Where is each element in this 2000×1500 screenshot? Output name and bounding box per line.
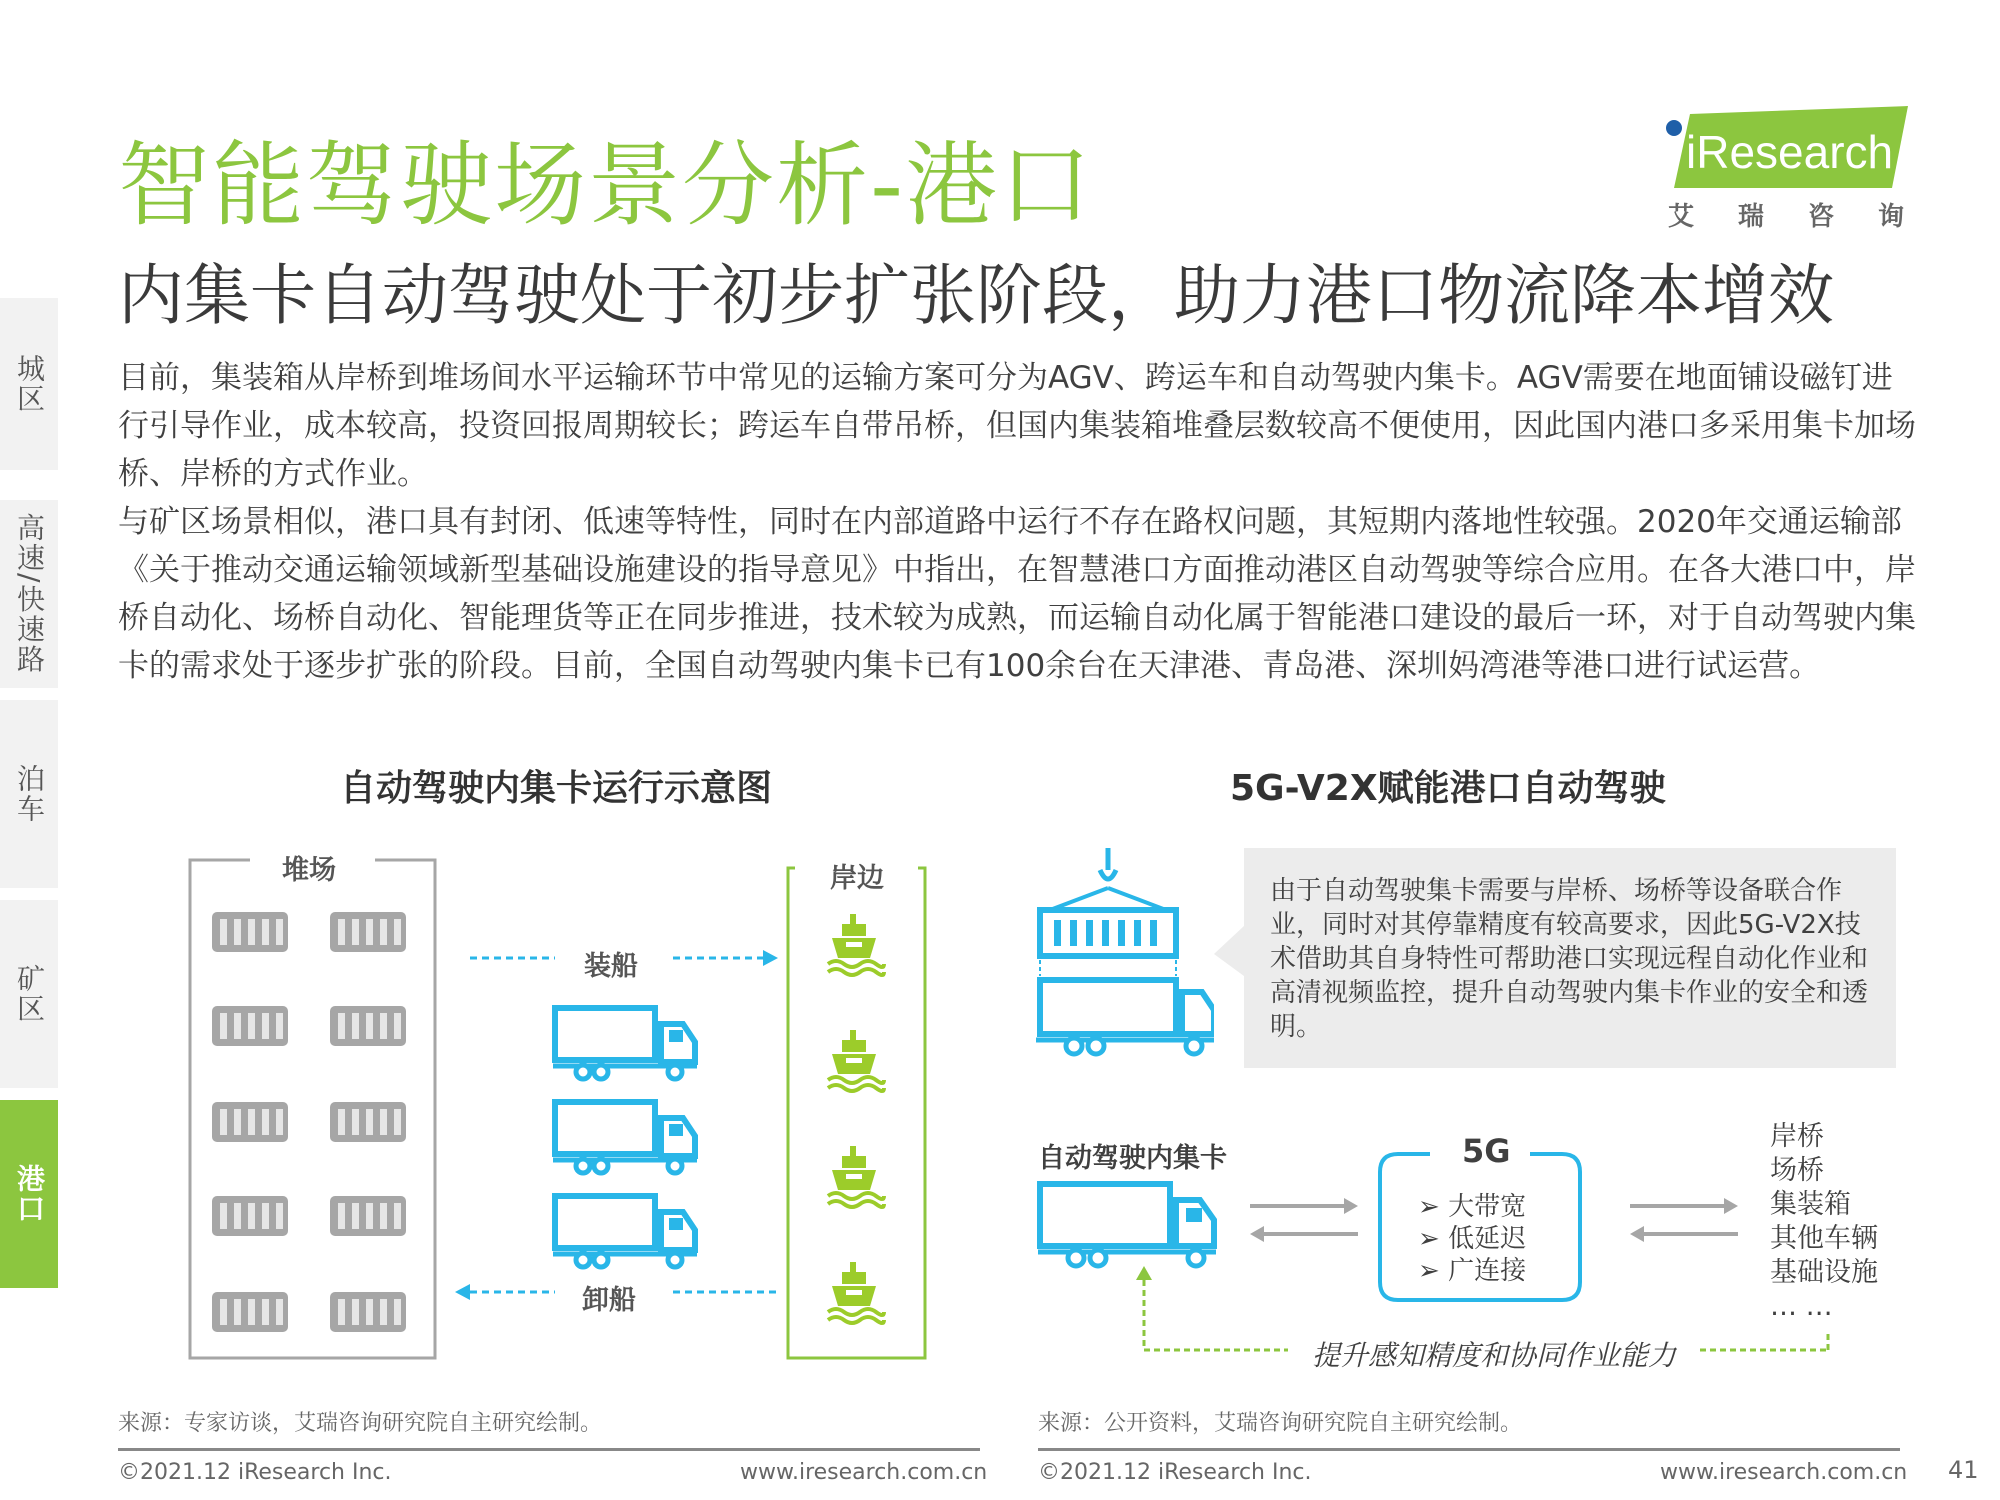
side-tab-label: 矿区 [13,964,46,1024]
target-item: 集装箱 [1770,1189,1851,1220]
footer-url-left[interactable]: www.iresearch.com.cn [740,1460,988,1485]
footer-divider-left [118,1448,980,1451]
truck-label: 自动驾驶内集卡 [1038,1143,1227,1174]
target-item: 岸桥 [1770,1121,1824,1152]
paragraph-1: 目前，集装箱从岸桥到堆场间水平运输环节中常见的运输方案可分为AGV、跨运车和自动驾驶内集卡。AGV需要在地面铺设磁钉进行引导作业，成本较高，投资回报周期较长；跨运车自带吊桥，但国内集装箱堆叠层数较高不便使用，因此国内港口多采用集卡加场桥、岸桥的方式作业。 [118,360,1916,492]
side-tab-mining[interactable] [0,900,58,1088]
5g-feature: ➢ 大带宽 [1418,1192,1527,1222]
page-subtitle: 内集卡自动驾驶处于初步扩张阶段，助力港口物流降本增效 [118,257,1834,334]
crane-container-truck-illustration [1034,848,1214,1058]
page-number: 41 [1948,1456,1979,1484]
side-tab-label: 港口 [13,1164,46,1224]
side-tab-port[interactable] [0,1100,58,1288]
ship-icon [828,1030,884,1091]
yard-label: 堆场 [282,855,336,886]
footer-divider-right [1038,1448,1900,1451]
yard-container [212,1006,288,1046]
5g-feature-text: 广连接 [1448,1256,1527,1286]
5g-label: 5G [1462,1132,1511,1170]
yard-container [330,1292,406,1332]
unload-label: 卸船 [582,1285,636,1316]
right-source: 来源：公开资料，艾瑞咨询研究院自主研究绘制。 [1038,1411,1523,1436]
right-diagram-title: 5G-V2X赋能港口自动驾驶 [1230,768,1666,809]
side-tab-city[interactable] [0,298,58,470]
5g-feature-text: 低延迟 [1448,1224,1527,1254]
truck-operation-diagram [180,840,940,1370]
yard-container [330,1196,406,1236]
5g-feature: ➢ 低延迟 [1418,1224,1527,1254]
yard-container [212,1196,288,1236]
target-item: 基础设施 [1770,1257,1878,1288]
logo-chinese: 艾瑞咨询 [1668,202,1949,232]
iresearch-logo [1660,106,1910,188]
two-way-arrows-left [1244,1190,1364,1250]
ship-icon [828,914,884,975]
callout-text: 由于自动驾驶集卡需要与岸桥、场桥等设备联合作业，同时对其停靠精度有较高要求，因此5G-V2X技术借助其自身特性可帮助港口实现远程自动化作业和高清视频监控，提升自动驾驶内集卡作业的安全和透明。 [1270,876,1869,1042]
yard-container [212,912,288,952]
left-diagram-title: 自动驾驶内集卡运行示意图 [340,768,773,809]
page-title: 智能驾驶场景分析-港口 [118,132,1094,239]
yard-container [212,1292,288,1332]
footer-copyright-left: ©2021.12 iResearch Inc. [118,1460,392,1485]
paragraph-2: 与矿区场景相似，港口具有封闭、低速等特性，同时在内部道路中运行不存在路权问题，其短期内落地性较强。2020年交通运输部《关于推动交通运输领域新型基础设施建设的指导意见》中指出，在智慧港口方面推动港区自动驾驶等综合应用。在各大港口中，岸桥自动化、场桥自动化、智能理货等正在同步推进，技术较为成熟，而运输自动化属于智能港口建设的最后一环，对于自动驾驶内集卡的需求处于逐步扩张的阶段。目前，全国自动驾驶内集卡已有100余台在天津港、青岛港、深圳妈湾港等港口进行试运营。 [118,504,1916,684]
callout-pointer [1214,926,1248,976]
autonomous-truck-icon [1036,1180,1226,1270]
target-item: 场桥 [1770,1155,1824,1186]
truck-icon [553,1008,697,1079]
truck-icon [553,1196,697,1267]
side-tab-label: 泊车 [13,764,46,824]
bottom-loop-label: 提升感知精度和协同作业能力 [1312,1339,1677,1372]
two-way-arrows-right [1624,1190,1744,1250]
ship-icon [828,1262,884,1323]
target-item: … … [1770,1291,1833,1322]
side-tab-label: 城区 [13,354,46,414]
load-label: 装船 [584,951,638,982]
shore-label: 岸边 [830,863,884,894]
logo-text: iResearch [1686,126,1894,178]
side-tab-label: 高速/快速路 [13,513,46,675]
side-tab-highway[interactable] [0,500,58,688]
side-tab-parking[interactable] [0,700,58,888]
truck-icon [553,1102,697,1173]
5g-feature: ➢ 广连接 [1418,1256,1527,1286]
5g-feature-text: 大带宽 [1448,1192,1527,1222]
yard-container [212,1102,288,1142]
footer-url-right[interactable]: www.iresearch.com.cn [1660,1460,1908,1485]
yard-container [330,912,406,952]
left-source: 来源：专家访谈，艾瑞咨询研究院自主研究绘制。 [118,1411,603,1436]
footer-copyright-right: ©2021.12 iResearch Inc. [1038,1460,1312,1485]
ship-icon [828,1146,884,1207]
target-item: 其他车辆 [1770,1223,1878,1254]
yard-container [330,1102,406,1142]
yard-container [330,1006,406,1046]
